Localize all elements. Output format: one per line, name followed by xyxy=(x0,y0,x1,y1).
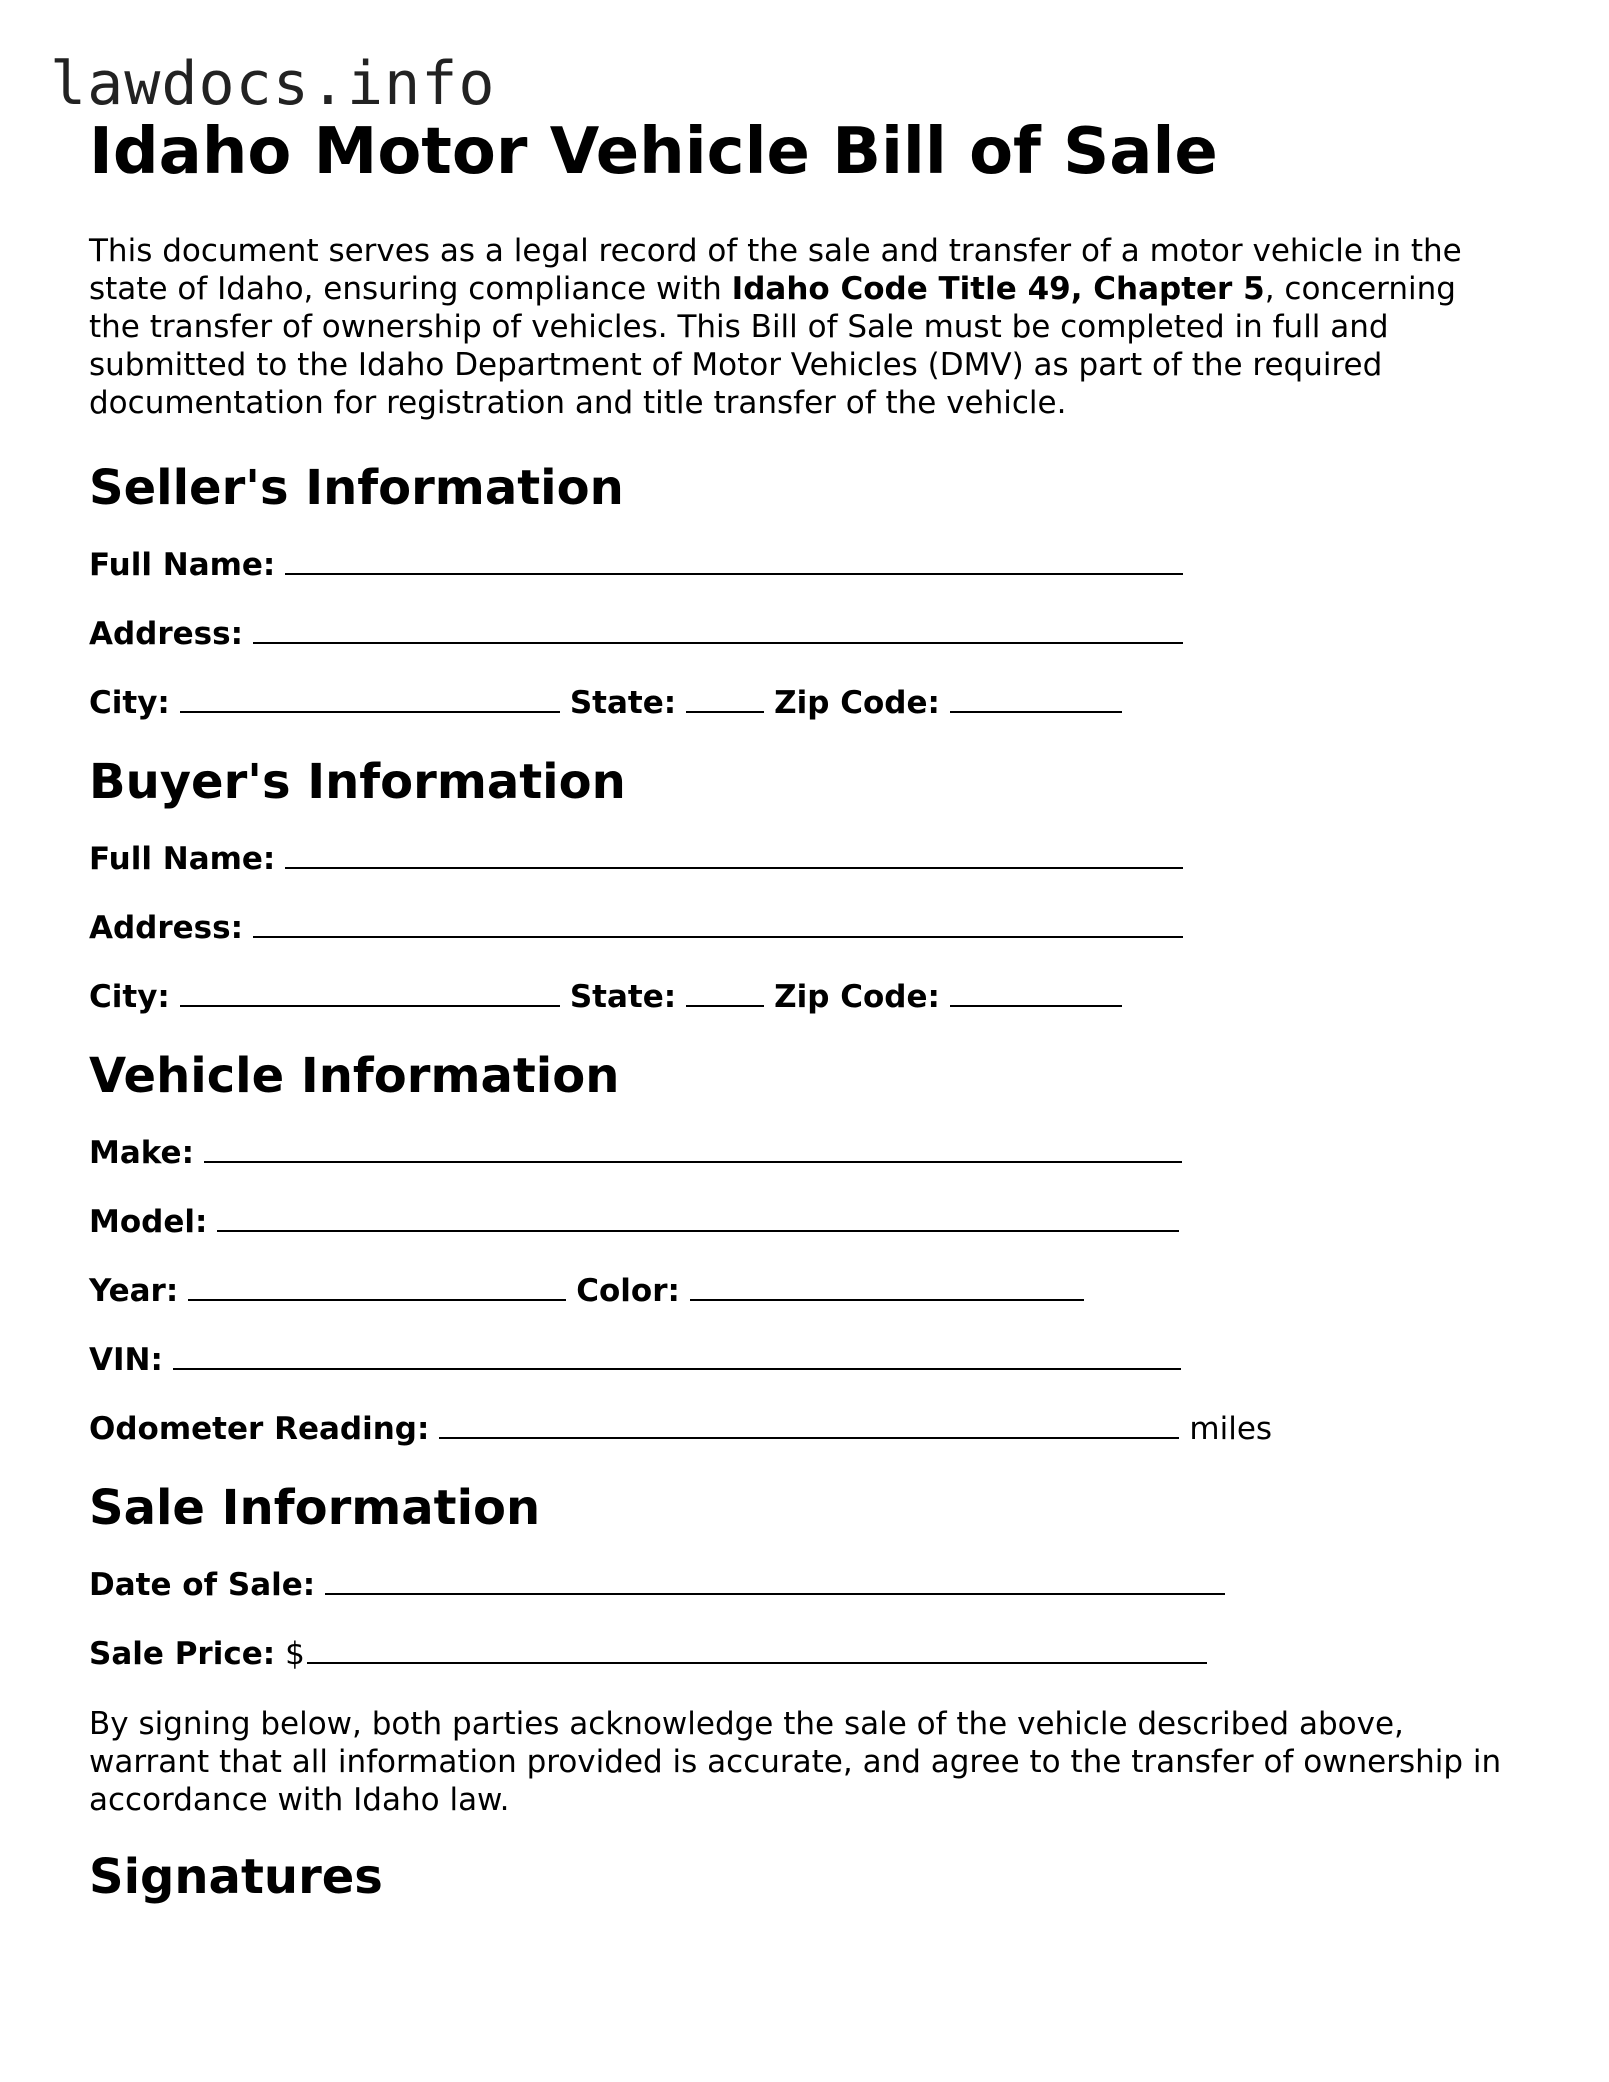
seller-full-name-field[interactable] xyxy=(285,547,1183,575)
vehicle-color-label: Color: xyxy=(576,1273,680,1309)
signatures-heading: Signatures xyxy=(89,1849,383,1905)
sale-price-field[interactable] xyxy=(307,1636,1207,1664)
vehicle-vin-field[interactable] xyxy=(173,1342,1181,1370)
buyer-address-row xyxy=(89,909,1519,947)
intro-paragraph xyxy=(89,232,1509,422)
seller-full-name-row xyxy=(89,546,1519,584)
seller-zip-field[interactable] xyxy=(950,685,1122,713)
vehicle-odometer-label: Odometer Reading: xyxy=(89,1411,430,1447)
buyer-state-label: State: xyxy=(569,979,677,1015)
intro-code-reference: Idaho Code Title 49, Chapter 5 xyxy=(731,271,1265,307)
document-title: Idaho Motor Vehicle Bill of Sale xyxy=(89,115,1218,189)
watermark: lawdocs.info xyxy=(50,49,496,119)
vehicle-odometer-unit: miles xyxy=(1189,1411,1273,1447)
seller-state-field[interactable] xyxy=(686,685,764,713)
vehicle-year-label: Year: xyxy=(89,1273,179,1309)
vehicle-color-field[interactable] xyxy=(690,1273,1084,1301)
sale-heading: Sale Information xyxy=(89,1480,541,1536)
buyer-city-label: City: xyxy=(89,979,170,1015)
sale-price-label: Sale Price: xyxy=(89,1636,276,1672)
buyer-full-name-row xyxy=(89,840,1519,878)
buyer-city-field[interactable] xyxy=(180,979,560,1007)
seller-address-label: Address: xyxy=(89,616,243,652)
vehicle-vin-label: VIN: xyxy=(89,1342,163,1378)
document-page xyxy=(89,112,1519,1907)
buyer-address-label: Address: xyxy=(89,910,243,946)
seller-city-label: City: xyxy=(89,685,170,721)
vehicle-model-field[interactable] xyxy=(217,1204,1179,1232)
seller-zip-label: Zip Code: xyxy=(774,685,940,721)
sale-date-row xyxy=(89,1566,1519,1604)
seller-city-state-zip-row xyxy=(89,684,1519,722)
seller-address-field[interactable] xyxy=(253,616,1183,644)
sale-price-currency: $ xyxy=(285,1636,305,1672)
vehicle-heading: Vehicle Information xyxy=(89,1048,620,1104)
vehicle-make-field[interactable] xyxy=(204,1135,1182,1163)
seller-address-row xyxy=(89,615,1519,653)
sale-date-label: Date of Sale: xyxy=(89,1567,316,1603)
vehicle-make-row xyxy=(89,1134,1519,1172)
vehicle-make-label: Make: xyxy=(89,1135,194,1171)
vehicle-year-color-row xyxy=(89,1272,1519,1310)
buyer-city-state-zip-row xyxy=(89,978,1519,1016)
vehicle-model-row xyxy=(89,1203,1519,1241)
sale-price-row xyxy=(89,1635,1519,1673)
acknowledgment-paragraph: By signing below, both parties acknowledge the sale of the vehicle described above, warrant that all information provided is accurate, and agree to the transfer of ownership in accordance with Idaho law. xyxy=(89,1706,1502,1818)
intro-text-1: This document serves as a legal record of the sale and transfer of a motor vehicle in the state of Idaho, ensuring compliance with xyxy=(89,233,1462,307)
buyer-zip-field[interactable] xyxy=(950,979,1122,1007)
vehicle-odometer-field[interactable] xyxy=(439,1411,1179,1439)
buyer-address-field[interactable] xyxy=(253,910,1183,938)
buyer-state-field[interactable] xyxy=(686,979,764,1007)
seller-heading: Seller's Information xyxy=(89,460,624,516)
seller-city-field[interactable] xyxy=(180,685,560,713)
buyer-zip-label: Zip Code: xyxy=(774,979,940,1015)
buyer-heading: Buyer's Information xyxy=(89,754,626,810)
buyer-full-name-label: Full Name: xyxy=(89,841,276,877)
sale-date-field[interactable] xyxy=(325,1567,1225,1595)
intro-text-2: , concerning the transfer of ownership of vehicles. This Bill of Sale must be completed in full and submitted to the Idaho Department of Motor Vehicles (DMV) as part of the required documentation for registration and title transfer of the vehicle. xyxy=(89,271,1456,421)
vehicle-model-label: Model: xyxy=(89,1204,208,1240)
vehicle-odometer-row xyxy=(89,1410,1519,1448)
buyer-full-name-field[interactable] xyxy=(285,841,1183,869)
seller-state-label: State: xyxy=(569,685,677,721)
vehicle-year-field[interactable] xyxy=(188,1273,566,1301)
seller-full-name-label: Full Name: xyxy=(89,547,276,583)
vehicle-vin-row xyxy=(89,1341,1519,1379)
